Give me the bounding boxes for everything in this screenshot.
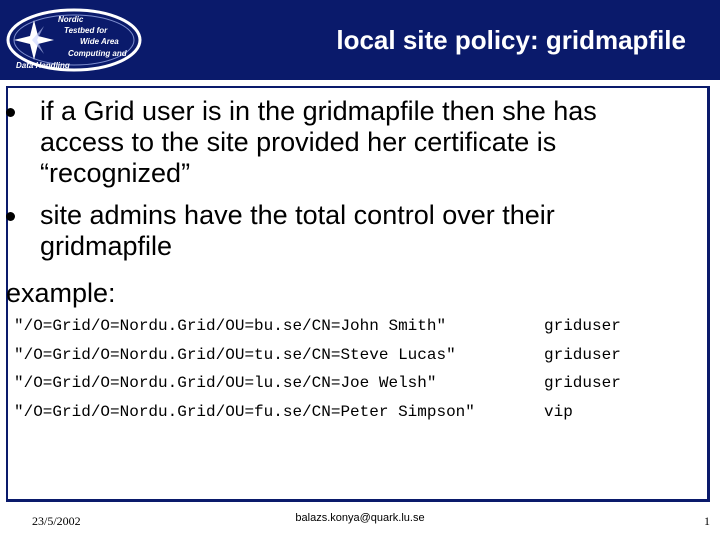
bullet-text: site admins have the total control over their gridmapfile <box>40 200 555 261</box>
gridmap-dn: "/O=Grid/O=Nordu.Grid/OU=bu.se/CN=John Smith" <box>14 317 447 335</box>
slide-footer <box>0 506 720 540</box>
gridmap-user: griduser <box>544 317 621 335</box>
footer-date: 23/5/2002 <box>32 514 81 528</box>
nordugrid-logo <box>4 6 144 74</box>
gridmap-dn: "/O=Grid/O=Nordu.Grid/OU=fu.se/CN=Peter Simpson" <box>14 402 475 421</box>
gridmap-user: griduser <box>544 374 621 392</box>
logo-line-5: Data Handling <box>16 61 70 70</box>
logo-line-3: Wide Area <box>80 37 119 46</box>
gridmap-user: vip <box>544 402 573 421</box>
logo-line-1: Nordic <box>58 15 84 24</box>
slide-title: local site policy: gridmapfile <box>336 25 686 55</box>
example-label: example: <box>6 278 116 308</box>
gridmap-dn: "/O=Grid/O=Nordu.Grid/OU=tu.se/CN=Steve Lucas" <box>14 345 456 364</box>
bullet-text: if a Grid user is in the gridmapfile then she has access to the site provided her certificate is “recognized” <box>40 96 597 188</box>
footer-email: balazs.konya@quark.lu.se <box>295 512 425 524</box>
gridmap-dn: "/O=Grid/O=Nordu.Grid/OU=lu.se/CN=Joe Welsh" <box>14 374 437 392</box>
bullet-dot-icon <box>6 108 15 117</box>
bullet-dot-icon <box>6 212 15 221</box>
slide-header <box>0 0 720 80</box>
page-number: 1 <box>704 514 710 528</box>
logo-line-2: Testbed for <box>64 26 108 35</box>
logo-line-4: Computing and <box>68 49 127 58</box>
gridmap-user: griduser <box>544 345 621 364</box>
